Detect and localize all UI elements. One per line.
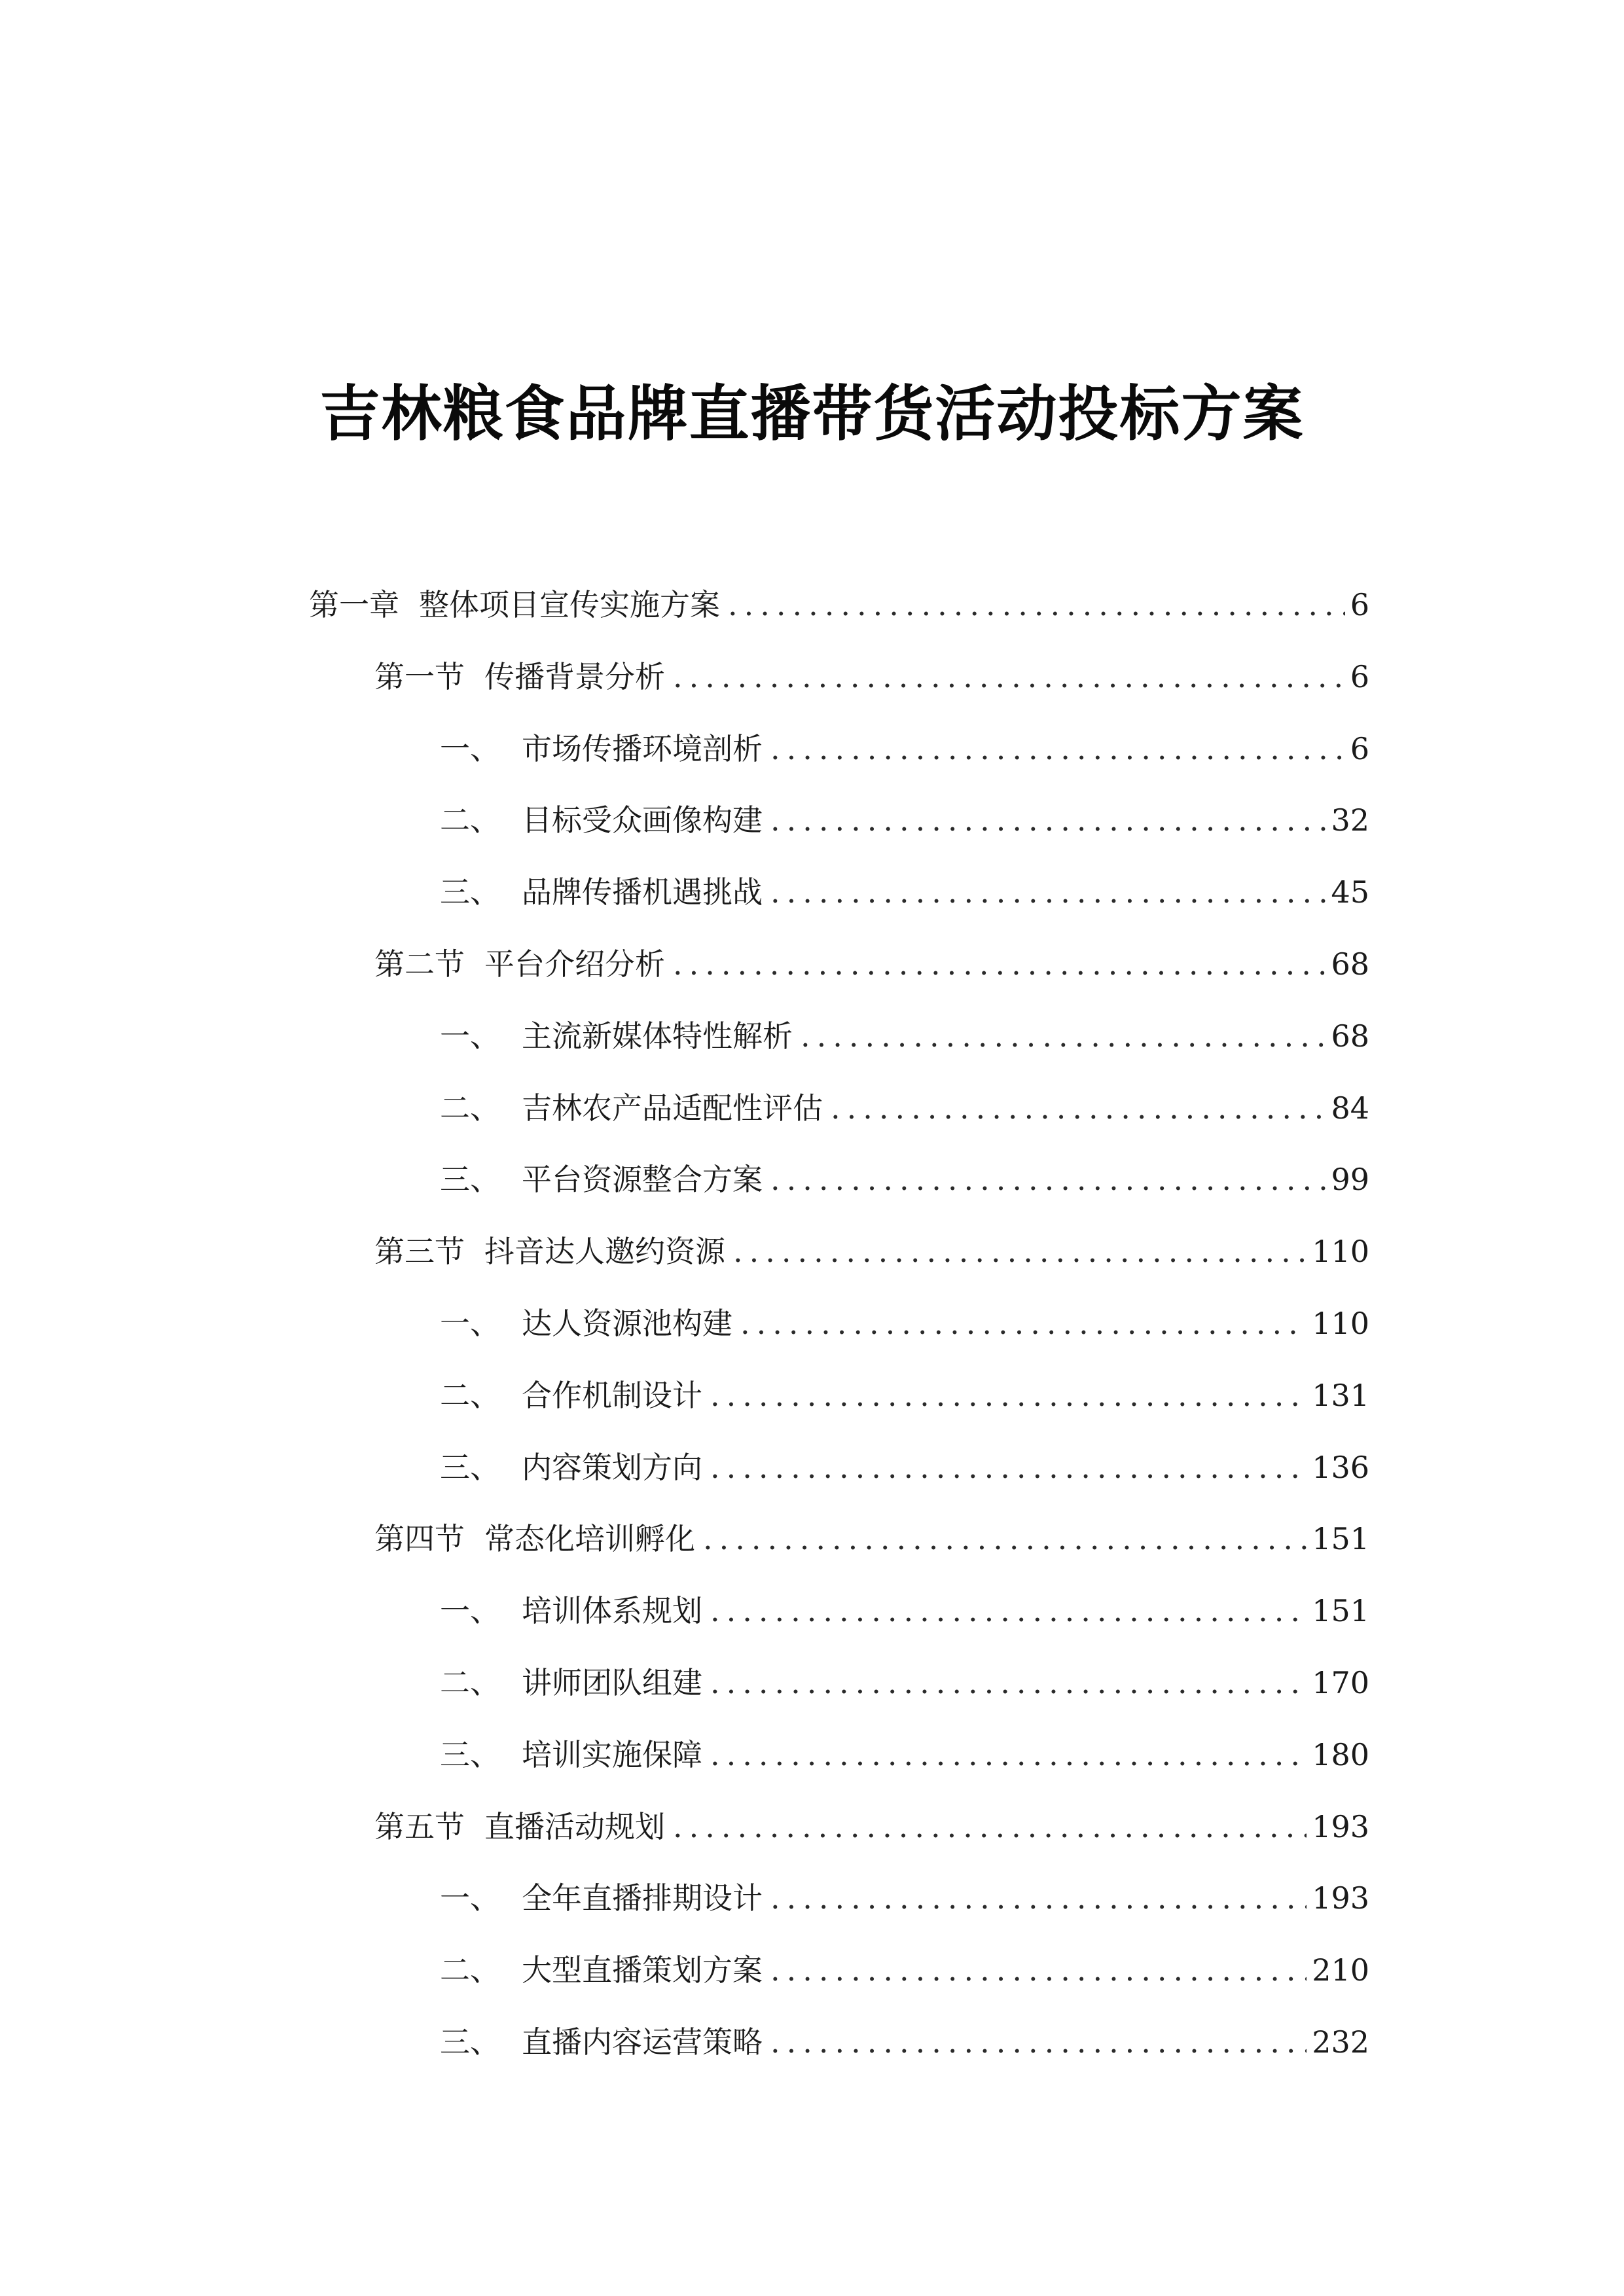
toc-entry-number: 第三节: [374, 1234, 465, 1270]
toc-entry-number: 二、: [440, 802, 500, 838]
toc-entry-section-3[interactable]: [309, 1216, 1369, 1288]
toc-entry-number: 第一节: [374, 658, 465, 694]
toc-entry-number: 一、: [440, 1018, 500, 1054]
toc-entry-page: 6: [1350, 658, 1369, 694]
toc-entry-page: 68: [1331, 1018, 1369, 1054]
toc-entry-page: 151: [1312, 1593, 1369, 1629]
toc-dot-leader: [673, 641, 1345, 713]
toc-entry-page: 170: [1312, 1664, 1369, 1700]
toc-entry-label: 内容策划方向: [522, 1449, 702, 1485]
toc-entry-page: 84: [1331, 1090, 1369, 1126]
toc-entry-label: 平台资源整合方案: [522, 1162, 763, 1198]
toc-entry-label: 常态化培训孵化: [484, 1521, 695, 1557]
toc-dot-leader: [733, 1216, 1307, 1288]
toc-dot-leader: [710, 1719, 1307, 1791]
toc-entry-number: 三、: [440, 1736, 500, 1772]
toc-entry-section-1[interactable]: [309, 641, 1369, 713]
toc-entry-label: 主流新媒体特性解析: [522, 1018, 793, 1054]
toc-entry-subsection[interactable]: [309, 1144, 1369, 1216]
toc-entry-number: 三、: [440, 1449, 500, 1485]
toc-dot-leader: [673, 1791, 1307, 1863]
toc-entry-number: 第四节: [374, 1521, 465, 1557]
toc-entry-page: 32: [1331, 802, 1369, 838]
toc-entry-subsection[interactable]: [309, 1935, 1369, 2007]
toc-dot-leader: [801, 1001, 1326, 1073]
toc-entry-number: 三、: [440, 1162, 500, 1198]
toc-dot-leader: [770, 1935, 1307, 2007]
toc-entry-page: 99: [1331, 1162, 1369, 1198]
toc-entry-subsection[interactable]: [309, 857, 1369, 929]
toc-entry-page: 180: [1312, 1736, 1369, 1772]
toc-entry-label: 目标受众画像构建: [522, 802, 763, 838]
toc-entry-page: 210: [1312, 1952, 1369, 1988]
toc-dot-leader: [710, 1432, 1307, 1504]
toc-entry-number: 二、: [440, 1090, 500, 1126]
toc-dot-leader: [710, 1575, 1307, 1647]
toc-entry-subsection[interactable]: [309, 1288, 1369, 1360]
toc-entry-number: 一、: [440, 1593, 500, 1629]
toc-entry-subsection[interactable]: [309, 1719, 1369, 1791]
toc-dot-leader: [770, 713, 1345, 785]
toc-entry-number: 第一章: [309, 587, 399, 622]
toc-entry-label: 合作机制设计: [522, 1377, 702, 1413]
document-title: 吉林粮食品牌直播带货活动投标方案: [319, 378, 1305, 449]
toc-entry-page: 110: [1312, 1305, 1369, 1341]
toc-entry-page: 6: [1350, 730, 1369, 766]
toc-dot-leader: [728, 569, 1345, 641]
toc-entry-subsection[interactable]: [309, 713, 1369, 785]
toc-entry-number: 一、: [440, 1880, 500, 1916]
toc-dot-leader: [703, 1503, 1307, 1575]
toc-entry-page: 193: [1312, 1880, 1369, 1916]
toc-entry-subsection[interactable]: [309, 1360, 1369, 1432]
table-of-contents: [309, 569, 1369, 2079]
toc-entry-label: 全年直播排期设计: [522, 1880, 763, 1916]
toc-entry-number: 三、: [440, 874, 500, 910]
toc-entry-label: 市场传播环境剖析: [522, 730, 763, 766]
toc-entry-number: 二、: [440, 1377, 500, 1413]
toc-entry-page: 110: [1312, 1234, 1369, 1270]
toc-entry-label: 直播内容运营策略: [522, 2024, 763, 2060]
toc-dot-leader: [740, 1288, 1307, 1360]
toc-entry-subsection[interactable]: [309, 1432, 1369, 1504]
toc-entry-label: 平台介绍分析: [484, 946, 665, 982]
toc-entry-chapter-1[interactable]: [309, 569, 1369, 641]
toc-dot-leader: [710, 1647, 1307, 1719]
toc-entry-page: 6: [1350, 587, 1369, 622]
toc-entry-number: 三、: [440, 2024, 500, 2060]
toc-entry-section-4[interactable]: [309, 1503, 1369, 1575]
toc-entry-label: 培训体系规划: [522, 1593, 702, 1629]
toc-entry-label: 吉林农产品适配性评估: [522, 1090, 823, 1126]
toc-dot-leader: [770, 2007, 1307, 2079]
toc-entry-label: 品牌传播机遇挑战: [522, 874, 763, 910]
toc-entry-label: 直播活动规划: [484, 1808, 665, 1844]
toc-entry-number: 一、: [440, 730, 500, 766]
toc-entry-number: 二、: [440, 1664, 500, 1700]
toc-dot-leader: [770, 857, 1326, 929]
toc-entry-label: 培训实施保障: [522, 1736, 702, 1772]
toc-dot-leader: [770, 785, 1326, 857]
toc-entry-label: 抖音达人邀约资源: [484, 1234, 725, 1270]
toc-entry-number: 一、: [440, 1305, 500, 1341]
toc-dot-leader: [770, 1144, 1326, 1216]
toc-entry-subsection[interactable]: [309, 1575, 1369, 1647]
toc-entry-number: 第五节: [374, 1808, 465, 1844]
toc-dot-leader: [770, 1863, 1307, 1935]
toc-dot-leader: [673, 929, 1326, 1001]
toc-entry-subsection[interactable]: [309, 785, 1369, 857]
toc-entry-subsection[interactable]: [309, 1863, 1369, 1935]
toc-entry-page: 232: [1312, 2024, 1369, 2060]
toc-entry-section-5[interactable]: [309, 1791, 1369, 1863]
toc-dot-leader: [710, 1360, 1307, 1432]
toc-entry-number: 二、: [440, 1952, 500, 1988]
toc-entry-label: 大型直播策划方案: [522, 1952, 763, 1988]
toc-entry-number: 第二节: [374, 946, 465, 982]
toc-entry-subsection[interactable]: [309, 1647, 1369, 1719]
toc-entry-subsection[interactable]: [309, 2007, 1369, 2079]
toc-entry-page: 68: [1331, 946, 1369, 982]
toc-entry-page: 151: [1312, 1521, 1369, 1557]
toc-entry-page: 45: [1331, 874, 1369, 910]
toc-entry-subsection[interactable]: [309, 1001, 1369, 1073]
toc-entry-label: 达人资源池构建: [522, 1305, 732, 1341]
toc-entry-label: 讲师团队组建: [522, 1664, 702, 1700]
toc-entry-label: 整体项目宣传实施方案: [419, 587, 720, 622]
toc-entry-subsection[interactable]: [309, 1073, 1369, 1145]
toc-dot-leader: [831, 1073, 1326, 1145]
toc-entry-page: 193: [1312, 1808, 1369, 1844]
toc-entry-section-2[interactable]: [309, 929, 1369, 1001]
toc-entry-page: 131: [1312, 1377, 1369, 1413]
toc-entry-label: 传播背景分析: [484, 658, 665, 694]
toc-entry-page: 136: [1312, 1449, 1369, 1485]
